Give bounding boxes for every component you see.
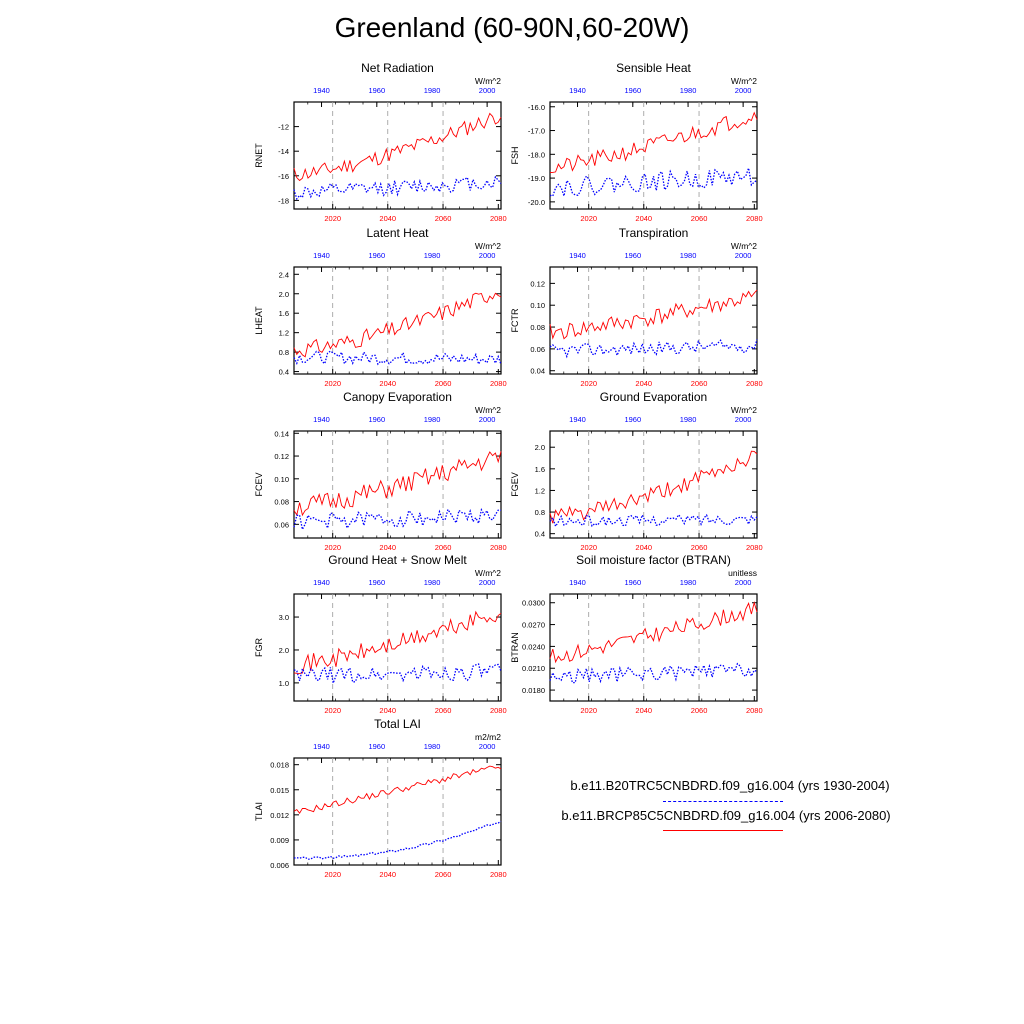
panel-6-ytick-label-1: 0.4 xyxy=(534,529,545,539)
panel-1-ylabel: RNET xyxy=(254,143,264,168)
panel-9-top-tick-label-2: 1960 xyxy=(368,742,386,751)
panel-1-bottom-tick-label-2: 2040 xyxy=(379,214,397,223)
panel-8-ytick-label-3: 0.0240 xyxy=(522,642,545,652)
panel-2-top-tick-label-1: 1940 xyxy=(569,86,586,95)
panel-9-ytick-label-5: 0.018 xyxy=(270,760,289,770)
panel-3-bottom-tick-label-3: 2060 xyxy=(434,379,452,388)
panel-1-bottom-tick-label-1: 2020 xyxy=(324,214,342,223)
panel-1-frame xyxy=(294,102,501,209)
panel-2-ytick-label-2: -17.0 xyxy=(527,126,545,136)
panel-6-title: Ground Evaporation xyxy=(599,390,708,404)
panel-1-top-tick-label-1: 1940 xyxy=(313,86,330,95)
panel-4-series-rcp85-line xyxy=(550,290,757,339)
panel-8-bottom-tick-label-2: 2040 xyxy=(635,706,653,715)
panel-6-bottom-tick-label-3: 2060 xyxy=(690,543,708,552)
panel-8-bottom-tick-label-1: 2020 xyxy=(580,706,598,715)
panel-5-units: W/m^2 xyxy=(474,405,501,415)
panel-4-ytick-label-1: 0.04 xyxy=(530,366,545,376)
panel-3-top-tick-label-2: 1960 xyxy=(368,251,386,260)
panel-8-top-tick-label-1: 1940 xyxy=(569,578,586,587)
figure-title: Greenland (60-90N,60-20W) xyxy=(334,12,690,43)
panel-2-top-tick-label-3: 1980 xyxy=(679,86,697,95)
panel-6-top-tick-label-4: 2000 xyxy=(734,415,752,424)
panel-1-bottom-tick-label-3: 2060 xyxy=(434,214,452,223)
panel-3-units: W/m^2 xyxy=(474,241,501,251)
panel-9-ytick-label-3: 0.012 xyxy=(270,810,289,820)
panel-5-top-tick-label-3: 1980 xyxy=(423,415,441,424)
legend-swatch-historical xyxy=(663,801,783,802)
panel-3-ytick-label-5: 2.0 xyxy=(278,289,289,299)
panel-3-bottom-tick-label-4: 2080 xyxy=(489,379,507,388)
panel-6-series-historical-line xyxy=(550,515,757,527)
panel-9-title: Total LAI xyxy=(374,717,421,731)
panel-5-top-tick-label-2: 1960 xyxy=(368,415,386,424)
panel-4-bottom-tick-label-1: 2020 xyxy=(580,379,598,388)
panel-7-top-tick-label-4: 2000 xyxy=(478,578,496,587)
panel-7-bottom-tick-label-4: 2080 xyxy=(489,706,507,715)
panel-2-series-rcp85-line xyxy=(550,113,757,173)
panel-2-bottom-tick-label-1: 2020 xyxy=(580,214,598,223)
panel-5-ytick-label-3: 0.10 xyxy=(274,474,289,484)
panel-1-ytick-label-1: -12 xyxy=(278,122,289,132)
panel-4-top-tick-label-3: 1980 xyxy=(679,251,697,260)
legend-label-rcp85: b.e11.BRCP85C5CNBDRD.f09_g16.004 (yrs 2006-2080) xyxy=(561,808,891,823)
panel-6-ytick-label-3: 1.2 xyxy=(534,486,545,496)
panel-4-series-historical-line xyxy=(550,340,757,357)
panel-4-ytick-label-4: 0.10 xyxy=(530,301,545,311)
panel-5-top-tick-label-1: 1940 xyxy=(313,415,330,424)
panel-5-title: Canopy Evaporation xyxy=(343,390,452,404)
panel-8-ylabel: BTRAN xyxy=(510,632,520,663)
panel-9-series-rcp85-line xyxy=(294,766,501,813)
panel-5-top-tick-label-4: 2000 xyxy=(478,415,496,424)
panel-3-ytick-label-6: 2.4 xyxy=(278,270,289,280)
panel-3-bottom-tick-label-1: 2020 xyxy=(324,379,342,388)
panel-4-ytick-label-3: 0.08 xyxy=(530,323,545,333)
panel-9-units: m2/m2 xyxy=(475,732,501,742)
panel-8-bottom-tick-label-3: 2060 xyxy=(690,706,708,715)
panel-9-bottom-tick-label-1: 2020 xyxy=(324,870,342,879)
panel-4-ylabel: FCTR xyxy=(510,308,520,333)
panel-9-bottom-tick-label-4: 2080 xyxy=(489,870,507,879)
panel-9-top-tick-label-1: 1940 xyxy=(313,742,330,751)
panel-4-ytick-label-2: 0.06 xyxy=(530,344,545,354)
panel-8-ytick-label-1: 0.0180 xyxy=(522,686,545,696)
panel-6-ytick-label-2: 0.8 xyxy=(534,508,545,518)
panel-4-title: Transpiration xyxy=(618,226,689,240)
panel-4-top-tick-label-4: 2000 xyxy=(734,251,752,260)
panel-3-top-tick-label-3: 1980 xyxy=(423,251,441,260)
panel-1-title: Net Radiation xyxy=(361,61,434,75)
panel-5-ytick-label-2: 0.08 xyxy=(274,497,289,507)
panel-8-series-historical-line xyxy=(550,664,757,683)
panel-8-ytick-label-5: 0.0300 xyxy=(522,598,545,608)
panel-4-bottom-tick-label-2: 2040 xyxy=(635,379,653,388)
panel-2-title: Sensible Heat xyxy=(616,61,691,75)
panel-5-ytick-label-4: 0.12 xyxy=(274,452,289,462)
panel-7-bottom-tick-label-1: 2020 xyxy=(324,706,342,715)
panel-9-ylabel: TLAI xyxy=(254,801,264,822)
panel-7-ytick-label-1: 1.0 xyxy=(278,678,289,688)
panel-2-ylabel: FSH xyxy=(510,146,520,165)
panel-1-series-rcp85-line xyxy=(294,113,501,180)
panel-1-ytick-label-4: -18 xyxy=(278,196,289,206)
panel-5-bottom-tick-label-2: 2040 xyxy=(379,543,397,552)
panel-3-ytick-label-4: 1.6 xyxy=(278,309,289,319)
panel-5-series-historical-line xyxy=(294,510,501,530)
panel-2-series-historical-line xyxy=(550,168,757,196)
panel-3-ylabel: LHEAT xyxy=(254,306,264,335)
panel-8-series-rcp85-line xyxy=(550,603,757,662)
panel-6-top-tick-label-1: 1940 xyxy=(569,415,586,424)
panel-3-top-tick-label-1: 1940 xyxy=(313,251,330,260)
panel-7-top-tick-label-1: 1940 xyxy=(313,578,330,587)
panel-1-bottom-tick-label-4: 2080 xyxy=(489,214,507,223)
panel-4-bottom-tick-label-4: 2080 xyxy=(745,379,763,388)
panel-6-series-rcp85-line xyxy=(550,451,757,523)
panel-6-ylabel: FGEV xyxy=(510,472,520,497)
panel-8-frame xyxy=(550,594,757,701)
panel-4-ytick-label-5: 0.12 xyxy=(530,279,545,289)
panel-5-ylabel: FCEV xyxy=(254,472,264,497)
panel-7-units: W/m^2 xyxy=(474,568,501,578)
panel-1-ytick-label-2: -14 xyxy=(278,147,289,157)
panel-3-title: Latent Heat xyxy=(366,226,429,240)
panel-6-bottom-tick-label-2: 2040 xyxy=(635,543,653,552)
panel-7-top-tick-label-2: 1960 xyxy=(368,578,386,587)
panel-3-bottom-tick-label-2: 2040 xyxy=(379,379,397,388)
panel-5-frame xyxy=(294,431,501,538)
panel-2-ytick-label-3: -18.0 xyxy=(527,150,545,160)
panel-8-title: Soil moisture factor (BTRAN) xyxy=(576,553,731,567)
panel-5-ytick-label-5: 0.14 xyxy=(274,429,289,439)
panel-6-frame xyxy=(550,431,757,538)
panel-1-top-tick-label-2: 1960 xyxy=(368,86,386,95)
panel-6-top-tick-label-3: 1980 xyxy=(679,415,697,424)
panel-9-ytick-label-1: 0.006 xyxy=(270,861,289,870)
panel-8-ytick-label-4: 0.0270 xyxy=(522,620,545,630)
panel-8-ytick-label-2: 0.0210 xyxy=(522,664,545,674)
panel-9-bottom-tick-label-2: 2040 xyxy=(379,870,397,879)
panel-9-series-historical-line xyxy=(294,821,501,859)
panel-7-title: Ground Heat + Snow Melt xyxy=(328,553,467,567)
panel-7-series-historical-line xyxy=(294,664,501,683)
panel-4-frame xyxy=(550,267,757,374)
panel-9-top-tick-label-4: 2000 xyxy=(478,742,496,751)
panel-4-units: W/m^2 xyxy=(730,241,757,251)
panel-7-ylabel: FGR xyxy=(254,638,264,657)
panel-3-series-historical-line xyxy=(294,351,501,364)
panel-4-bottom-tick-label-3: 2060 xyxy=(690,379,708,388)
panel-7-ytick-label-3: 3.0 xyxy=(278,613,289,623)
panel-2-ytick-label-4: -19.0 xyxy=(527,174,545,184)
panel-8-top-tick-label-4: 2000 xyxy=(734,578,752,587)
legend-swatch-rcp85 xyxy=(663,830,783,831)
panel-2-top-tick-label-4: 2000 xyxy=(734,86,752,95)
panel-3-ytick-label-1: 0.4 xyxy=(278,367,289,377)
panel-7-bottom-tick-label-2: 2040 xyxy=(379,706,397,715)
panel-6-ytick-label-4: 1.6 xyxy=(534,464,545,474)
panel-6-units: W/m^2 xyxy=(730,405,757,415)
panel-9-ytick-label-4: 0.015 xyxy=(270,785,289,795)
panel-2-units: W/m^2 xyxy=(730,76,757,86)
panel-7-frame xyxy=(294,594,501,701)
panel-5-ytick-label-1: 0.06 xyxy=(274,520,289,530)
panel-8-top-tick-label-2: 1960 xyxy=(624,578,642,587)
panel-2-frame xyxy=(550,102,757,209)
panel-2-ytick-label-1: -16.0 xyxy=(527,102,545,112)
panel-3-series-rcp85-line xyxy=(294,293,501,357)
panel-7-series-rcp85-line xyxy=(294,612,501,674)
panel-7-top-tick-label-3: 1980 xyxy=(423,578,441,587)
panel-5-bottom-tick-label-4: 2080 xyxy=(489,543,507,552)
panel-1-units: W/m^2 xyxy=(474,76,501,86)
panel-2-ytick-label-5: -20.0 xyxy=(527,197,545,207)
legend-label-historical: b.e11.B20TRC5CNBDRD.f09_g16.004 (yrs 1930-2004) xyxy=(570,778,890,793)
panel-7-ytick-label-2: 2.0 xyxy=(278,645,289,655)
panel-9-ytick-label-2: 0.009 xyxy=(270,835,289,845)
panel-5-bottom-tick-label-1: 2020 xyxy=(324,543,342,552)
panel-8-units: unitless xyxy=(728,568,757,578)
panel-8-bottom-tick-label-4: 2080 xyxy=(745,706,763,715)
panel-2-top-tick-label-2: 1960 xyxy=(624,86,642,95)
panel-6-ytick-label-5: 2.0 xyxy=(534,443,545,453)
panel-5-series-rcp85-line xyxy=(294,451,501,515)
panel-7-bottom-tick-label-3: 2060 xyxy=(434,706,452,715)
panel-9-bottom-tick-label-3: 2060 xyxy=(434,870,452,879)
panel-6-bottom-tick-label-4: 2080 xyxy=(745,543,763,552)
panel-2-bottom-tick-label-3: 2060 xyxy=(690,214,708,223)
panel-2-bottom-tick-label-4: 2080 xyxy=(745,214,763,223)
panel-3-top-tick-label-4: 2000 xyxy=(478,251,496,260)
panel-3-ytick-label-2: 0.8 xyxy=(278,348,289,358)
panel-6-bottom-tick-label-1: 2020 xyxy=(580,543,598,552)
panel-8-top-tick-label-3: 1980 xyxy=(679,578,697,587)
panel-1-top-tick-label-3: 1980 xyxy=(423,86,441,95)
panel-9-top-tick-label-3: 1980 xyxy=(423,742,441,751)
panel-4-top-tick-label-2: 1960 xyxy=(624,251,642,260)
panel-3-ytick-label-3: 1.2 xyxy=(278,328,289,338)
panel-6-top-tick-label-2: 1960 xyxy=(624,415,642,424)
panel-5-bottom-tick-label-3: 2060 xyxy=(434,543,452,552)
panel-1-series-historical-line xyxy=(294,177,501,199)
panel-4-top-tick-label-1: 1940 xyxy=(569,251,586,260)
panel-1-top-tick-label-4: 2000 xyxy=(478,86,496,95)
panel-1-ytick-label-3: -16 xyxy=(278,171,289,181)
panel-2-bottom-tick-label-2: 2040 xyxy=(635,214,653,223)
